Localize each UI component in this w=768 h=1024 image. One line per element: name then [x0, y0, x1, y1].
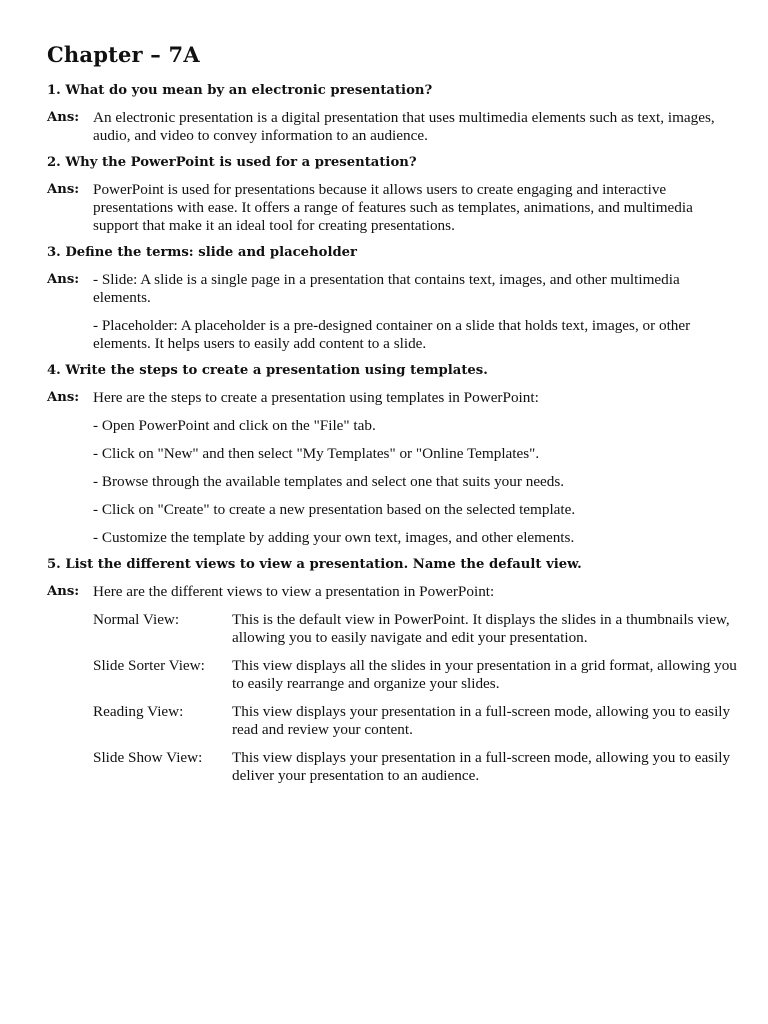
- answer-label: Ans:: [47, 390, 80, 405]
- view-desc-slide-sorter: This view displays all the slides in your presentation in a grid format, allowing you to easily rearrange and organize your slides.: [232, 657, 737, 692]
- answer-4: [47, 389, 738, 547]
- answer-5: [47, 583, 738, 785]
- view-desc-reading: This view displays your presentation in a full-screen mode, allowing you to easily read and review your content.: [232, 703, 731, 738]
- view-name-slide-show: Slide Show View:: [93, 749, 203, 766]
- answer-text: PowerPoint is used for presentations because it allows users to create engaging and interactive presentations with ease. It offers a range of features such as templates, animations, and multimedia support that make it an ideal tool for creating presentations.: [93, 181, 693, 234]
- question-2: 2. Why the PowerPoint is used for a presentation?: [47, 155, 417, 170]
- view-name-normal: Normal View:: [93, 611, 180, 628]
- answer-label: Ans:: [47, 182, 80, 197]
- views-list: [93, 611, 738, 785]
- question-5: 5. List the different views to view a presentation. Name the default view.: [47, 557, 582, 572]
- question-1: 1. What do you mean by an electronic presentation?: [47, 83, 433, 98]
- answer-label: Ans:: [47, 272, 80, 287]
- answer-text: An electronic presentation is a digital presentation that uses multimedia elements such as text, images, audio, and video to convey information to an audience.: [93, 109, 715, 144]
- answer-2: [47, 181, 738, 235]
- view-name-reading: Reading View:: [93, 703, 184, 720]
- answer-1: [47, 109, 738, 145]
- answer-intro: Here are the steps to create a presentation using templates in PowerPoint:: [93, 389, 539, 406]
- view-desc-normal: This is the default view in PowerPoint. It displays the slides in a thumbnails view, allowing you to easily navigate and edit your presentation.: [232, 611, 730, 646]
- answer-label: Ans:: [47, 110, 80, 125]
- answer-intro: Here are the different views to view a presentation in PowerPoint:: [93, 583, 495, 600]
- step-item: - Click on "New" and then select "My Templates" or "Online Templates".: [93, 445, 540, 462]
- answer-text-placeholder: - Placeholder: A placeholder is a pre-designed container on a slide that holds text, images, or other elements. It helps users to easily add content to a slide.: [93, 317, 691, 352]
- view-name-slide-sorter: Slide Sorter View:: [93, 657, 205, 674]
- step-item: - Open PowerPoint and click on the "File" tab.: [93, 417, 376, 434]
- step-item: - Browse through the available templates and select one that suits your needs.: [93, 473, 565, 490]
- answer-text-slide: - Slide: A slide is a single page in a presentation that contains text, images, and other multimedia elements.: [93, 271, 680, 306]
- question-4: 4. Write the steps to create a presentation using templates.: [47, 363, 488, 378]
- chapter-title: Chapter – 7A: [47, 42, 200, 67]
- step-item: - Click on "Create" to create a new presentation based on the selected template.: [93, 501, 576, 518]
- answer-3: [47, 271, 738, 353]
- view-desc-slide-show: This view displays your presentation in a full-screen mode, allowing you to easily deliver your presentation to an audience.: [232, 749, 731, 784]
- question-3: 3. Define the terms: slide and placeholder: [47, 245, 358, 260]
- step-item: - Customize the template by adding your own text, images, and other elements.: [93, 529, 575, 546]
- answer-label: Ans:: [47, 584, 80, 599]
